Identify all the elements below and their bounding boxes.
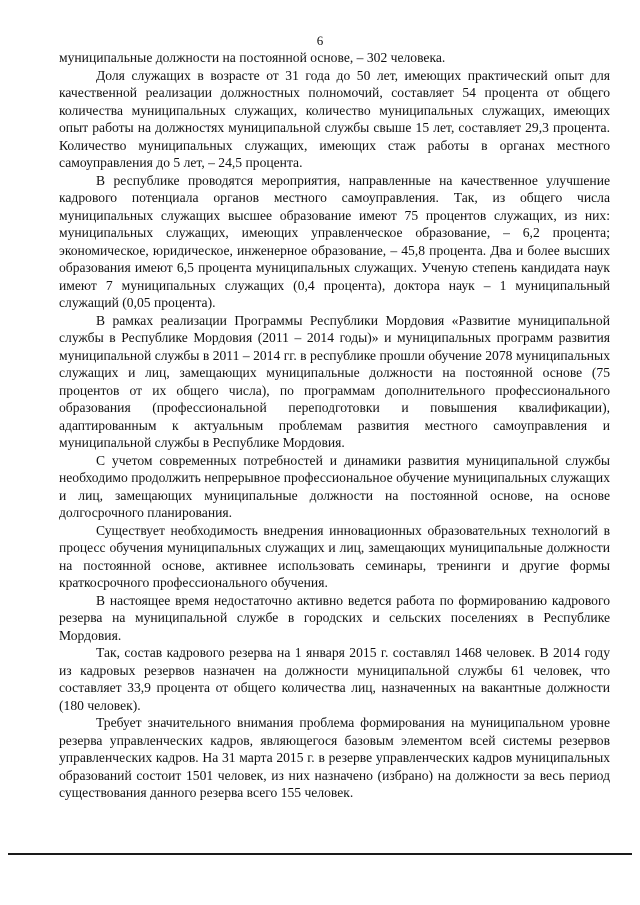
paragraph-4: В рамках реализации Программы Республики Мордовия «Развитие муниципальной службы в Республике Мордовия (2011 – 2014 годы)» и муниципальных программ развития муниципальной службы в 2011 – 2014 гг. в республике прошли обучение 2078 муниципальных служащих и лиц, замещающих муниципальные должности на постоянной основе (75 процентов от их общего числа), по программам дополнительного профессионального образования (профессиональной переподготовки и повышения квалификации), адаптированным к актуальным проблемам развития местного самоуправления и муниципальной службы в Республике Мордовия. [59, 312, 610, 450]
paragraph-3: В республике проводятся мероприятия, направленные на качественное улучшение кадрового потенциала органов местного самоуправления. Так, из общего числа муниципальных служащих высшее образование имеют 75 процентов служащих, из них: муниципальных служащих, имеющих управленческое образование, – 6,2 процента; экономическое, юридическое, инженерное образование, – 45,8 процента. Два и более высших образования имеют 6,5 процента муниципальных служащих. Ученую степень кандидата наук имеют 7 муниципальных служащих (0,4 процента), доктора наук – 1 муниципальный служащий (0,05 процента). [59, 172, 610, 310]
paragraph-6: Существует необходимость внедрения инновационных образовательных технологий в процесс обучения муниципальных служащих и лиц, замещающих муниципальные должности на постоянной основе, активнее использовать семинары, тренинги и другие формы краткосрочного профессионального обучения. [59, 522, 610, 590]
paragraph-1: муниципальные должности на постоянной основе, – 302 человека. [59, 50, 446, 65]
paragraph-9: Требует значительного внимания проблема формирования на муниципальном уровне резерва управленческих кадров, являющегося базовым элементом всей системы резервов управленческих кадров. На 31 марта 2015 г. в резерве управленческих кадров муниципальных образований состоит 1501 человек, из них назначено (избрано) на должности за весь период существования данного резерва всего 155 человек. [59, 715, 610, 800]
paragraph-7: В настоящее время недостаточно активно ведется работа по формированию кадрового резерва на муниципальной службе в городских и сельских поселениях в Республике Мордовия. [59, 592, 610, 643]
paragraph-2: Доля служащих в возрасте от 31 года до 50 лет, имеющих практический опыт для качественной реализации должностных полномочий, составляет 54 процента от общего количества муниципальных служащих, количество муниципальных служащих, имеющих опыт работы на должностях муниципальной службы свыше 15 лет, составляет 29,3 процента. Количество муниципальных служащих, имеющих стаж работы в органах местного самоуправления до 5 лет, – 24,5 процента. [59, 67, 610, 170]
bottom-divider [8, 853, 632, 855]
body-text [59, 49, 610, 802]
paragraph-8: Так, состав кадрового резерва на 1 января 2015 г. составлял 1468 человек. В 2014 году из кадровых резервов назначен на должности муниципальной службы 61 человек, что составляет 33,9 процента от общего количества лиц, назначенных на вакантные должности (180 человек). [59, 645, 610, 713]
page-number: 6 [316, 33, 324, 48]
paragraph-5: С учетом современных потребностей и динамики развития муниципальной службы необходимо продолжить непрерывное профессиональное обучение муниципальных служащих и лиц, замещающих муниципальные должности на постоянной основе, на основе долгосрочного планирования. [59, 452, 610, 520]
